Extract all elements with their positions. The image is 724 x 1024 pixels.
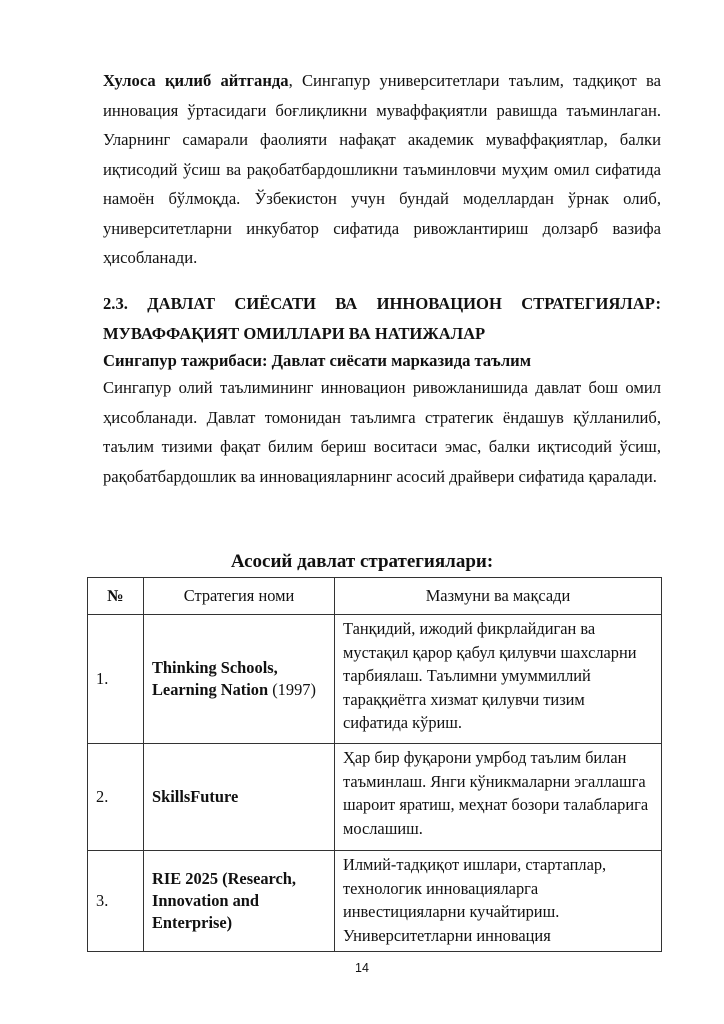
- strategies-table: [87, 577, 662, 952]
- row-number: 3.: [88, 851, 144, 952]
- table-row: [88, 851, 662, 952]
- table-header-row: [88, 578, 662, 615]
- header-number: №: [88, 578, 144, 615]
- row-number: 1.: [88, 615, 144, 744]
- strategy-name-text: Thinking Schools, Learning Nation: [152, 658, 278, 699]
- strategy-year: (1997): [268, 680, 316, 699]
- strategy-name: SkillsFuture: [144, 744, 335, 851]
- section-heading: [103, 289, 661, 349]
- conclusion-paragraph: [103, 66, 661, 273]
- header-content-goal: Мазмуни ва мақсади: [335, 578, 662, 615]
- conclusion-text: , Сингапур университетлари таълим, тадқиқот ва инновация ўртасидаги боғлиқликни муваффақиятли равишда таъминлаган. Уларнинг самарали фаолияти нафақат академик муваффақиятлар, балки иқтисодий ўсиш ва рақобатбардошликни таъминловчи муҳим омил сифатида намоён бўлмоқда. Ўзбекистон учун бундай моделлардан ўрнак олиб, университетларни инкубатор сифатида ривожлантириш долзарб вазифа ҳисобланади.: [103, 71, 661, 267]
- strategy-description: Ҳар бир фуқарони умрбод таълим билан таъминлаш. Янги кўникмаларни эгаллашга шароит яратиш, меҳнат бозори талабларига мослашиш.: [335, 744, 662, 851]
- strategy-description: Илмий-тадқиқот ишлари, стартаплар, технологик инновацияларга инвестицияларни кучайтириш. Университетларни инновация: [335, 851, 662, 952]
- conclusion-lead: Хулоса қилиб айтганда: [103, 71, 289, 90]
- table-row: [88, 615, 662, 744]
- row-number: 2.: [88, 744, 144, 851]
- strategy-name: [144, 615, 335, 744]
- section-heading-line2: МУВАФФАҚИЯТ ОМИЛЛАРИ ВА НАТИЖАЛАР: [103, 324, 486, 343]
- intro-paragraph: Сингапур олий таълимининг инновацион ривожланишида давлат бош омил ҳисобланади. Давлат томонидан таълимга стратегик ёндашув қўлланилиб, таълим тизими фақат билим бериш воситаси эмас, балки иқтисодий ўсиш, рақобатбардошлик ва инновацияларнинг асосий драйвери сифатида қаралади.: [103, 378, 661, 486]
- strategy-description: Танқидий, ижодий фикрлайдиган ва мустақил қарор қабул қилувчи шахсларни тарбиялаш. Таълимни умуммиллий тараққиётга хизмат қилувчи тизим сифатида кўриш.: [335, 615, 662, 744]
- header-strategy-name: Стратегия номи: [144, 578, 335, 615]
- section-heading-line1: 2.3. ДАВЛАТ СИЁСАТИ ВА ИННОВАЦИОН СТРАТЕГИЯЛАР:: [103, 294, 661, 313]
- subheading: Сингапур тажрибаси: Давлат сиёсати марказида таълим: [103, 351, 532, 370]
- table-row: [88, 744, 662, 851]
- table-caption: Асосий давлат стратегиялари:: [230, 551, 494, 572]
- page-number: 14: [355, 961, 369, 975]
- strategy-name: RIE 2025 (Research, Innovation and Enterprise): [144, 851, 335, 952]
